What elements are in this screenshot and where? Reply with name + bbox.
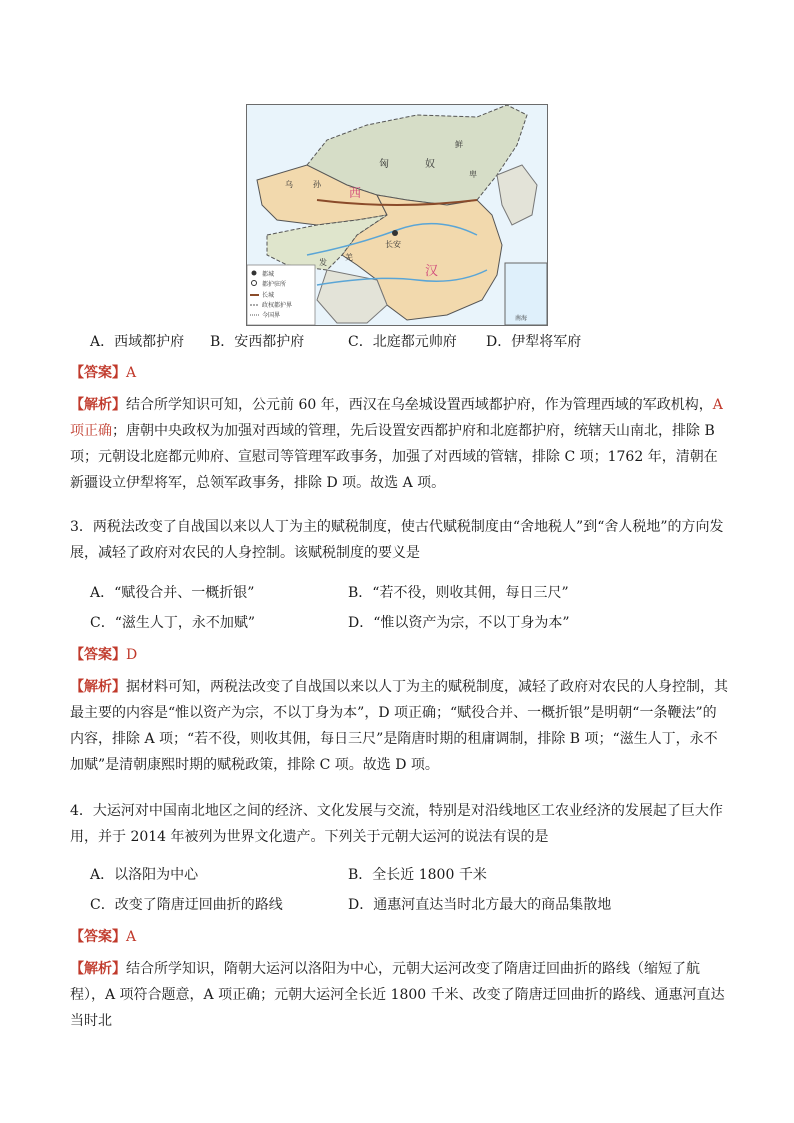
legend-wall: 长城 xyxy=(262,292,275,299)
q2-option-b: B．安西都护府 xyxy=(210,334,305,350)
label-han: 汉 xyxy=(425,264,439,279)
q4-option-b: B．全长近 1800 千米 xyxy=(348,867,487,883)
q4-stem: 4．大运河对中国南北地区之间的经济、文化发展与交流，特别是对沿线地区工农业经济的发展起了巨大作用，并于 2014 年被列为世界文化遗产。下列关于元朝大运河的说法有误的是 xyxy=(70,803,723,845)
label-xi: 西 xyxy=(349,186,362,200)
q2-option-a: A．西域都护府 xyxy=(90,334,185,350)
q3-analysis-text: 据材料可知，两税法改变了自战国以来以人丁为主的赋税制度，减轻了政府对农民的人身控制，其最主要的内容是“惟以资产为宗，不以丁身为本”，D 项正确；“赋役合并、一概折银”是明朝“一条鞭法”的内容，排除 A 项；“若不役，则收其佣，每日三尺”是隋唐时期的租庸调制，排除 B 项；“滋生人丁，永不加赋”是清朝康熙时期的赋税政策，排除 C 项。故选 D 项。 xyxy=(70,679,728,773)
q2-analysis xyxy=(70,392,730,496)
q4-option-a: A．以洛阳为中心 xyxy=(90,867,199,883)
q4-option-c: C．改变了隋唐迂回曲折的路线 xyxy=(90,897,283,913)
q2-answer-tag: 【答案】 xyxy=(70,365,126,381)
label-nanhai: 南海 xyxy=(515,315,528,322)
q4-answer xyxy=(70,926,136,946)
q2-analysis-text-1: 结合所学知识可知，公元前 60 年，西汉在乌垒城设置西域都护府，作为管理西域的军政机构， xyxy=(126,397,713,413)
legend-duhu: 都护驻所 xyxy=(262,281,287,288)
q2-analysis-text-2: ；唐朝中央政权为加强对西域的管理，先后设置安西都护府和北庭都护府，统辖天山南北，排除 B 项；元朝设北庭都元帅府、宣慰司等管理军政事务，加强了对西域的管辖，排除 C 项；1762 年，清朝在新疆设立伊犁将军，总领军政事务，排除 D 项。故选 A 项。 xyxy=(70,423,718,491)
label-wusun: 乌 xyxy=(285,180,293,189)
q2-option-d: D．伊犁将军府 xyxy=(486,334,582,350)
q3-answer-value: D xyxy=(126,647,138,663)
q3-option-b: B．“若不役，则收其佣，每日三尺” xyxy=(348,585,569,601)
q3-stem: 3．两税法改变了自战国以来以人丁为主的赋税制度，使古代赋税制度由“舍地税人”到“舍人税地”的方向发展，减轻了政府对农民的人身控制。该赋税制度的要义是 xyxy=(70,519,724,561)
legend-modern: 今国界 xyxy=(262,312,281,319)
east-land xyxy=(497,165,537,225)
q4-analysis-tag: 【解析】 xyxy=(70,961,126,977)
historical-map xyxy=(246,104,548,326)
label-fa: 发 xyxy=(319,258,327,267)
label-qiang: 羌 xyxy=(345,253,353,262)
label-xianbei-1: 鲜 xyxy=(455,140,463,149)
q4-analysis-text: 结合所学知识，隋朝大运河以洛阳为中心，元朝大运河改变了隋唐迂回曲折的路线（缩短了航程），A 项符合题意，A 项正确；元朝大运河全长近 1800 千米、改变了隋唐迂回曲折的路线、通惠河直达当时北 xyxy=(70,961,725,1029)
q3-answer xyxy=(70,644,137,664)
q2-analysis-correct: A 项正确 xyxy=(70,397,723,439)
q3-option-d: D．“惟以资产为宗，不以丁身为本” xyxy=(348,615,570,631)
q3-answer-tag: 【答案】 xyxy=(70,647,126,663)
q4-answer-value: A xyxy=(126,929,137,945)
q4-answer-tag: 【答案】 xyxy=(70,929,126,945)
legend-capital: 都城 xyxy=(262,271,275,278)
q3-analysis-tag: 【解析】 xyxy=(70,679,126,695)
label-xiongnu-1: 匈 xyxy=(379,159,389,170)
q4-analysis xyxy=(70,956,730,1034)
legend-capital-symbol xyxy=(252,271,257,276)
label-wusun-2: 孙 xyxy=(313,180,321,189)
q2-analysis-tag: 【解析】 xyxy=(70,397,126,413)
q3-option-c: C．“滋生人丁，永不加赋” xyxy=(90,615,256,631)
q2-answer xyxy=(70,362,136,382)
q2-option-c: C．北庭都元帅府 xyxy=(348,334,457,350)
legend-border: 政权都护界 xyxy=(262,302,293,309)
q3-option-a: A．“赋役合并、一概折银” xyxy=(90,585,255,601)
changan-marker xyxy=(392,230,398,236)
map-graphic xyxy=(247,105,547,325)
label-xianbei-2: 卑 xyxy=(469,170,477,179)
label-xiongnu-2: 奴 xyxy=(425,159,435,170)
label-changan: 长安 xyxy=(385,240,401,249)
q4-option-d: D．通惠河直达当时北方最大的商品集散地 xyxy=(348,897,612,913)
q3-analysis xyxy=(70,674,730,778)
q2-answer-value: A xyxy=(126,365,137,381)
